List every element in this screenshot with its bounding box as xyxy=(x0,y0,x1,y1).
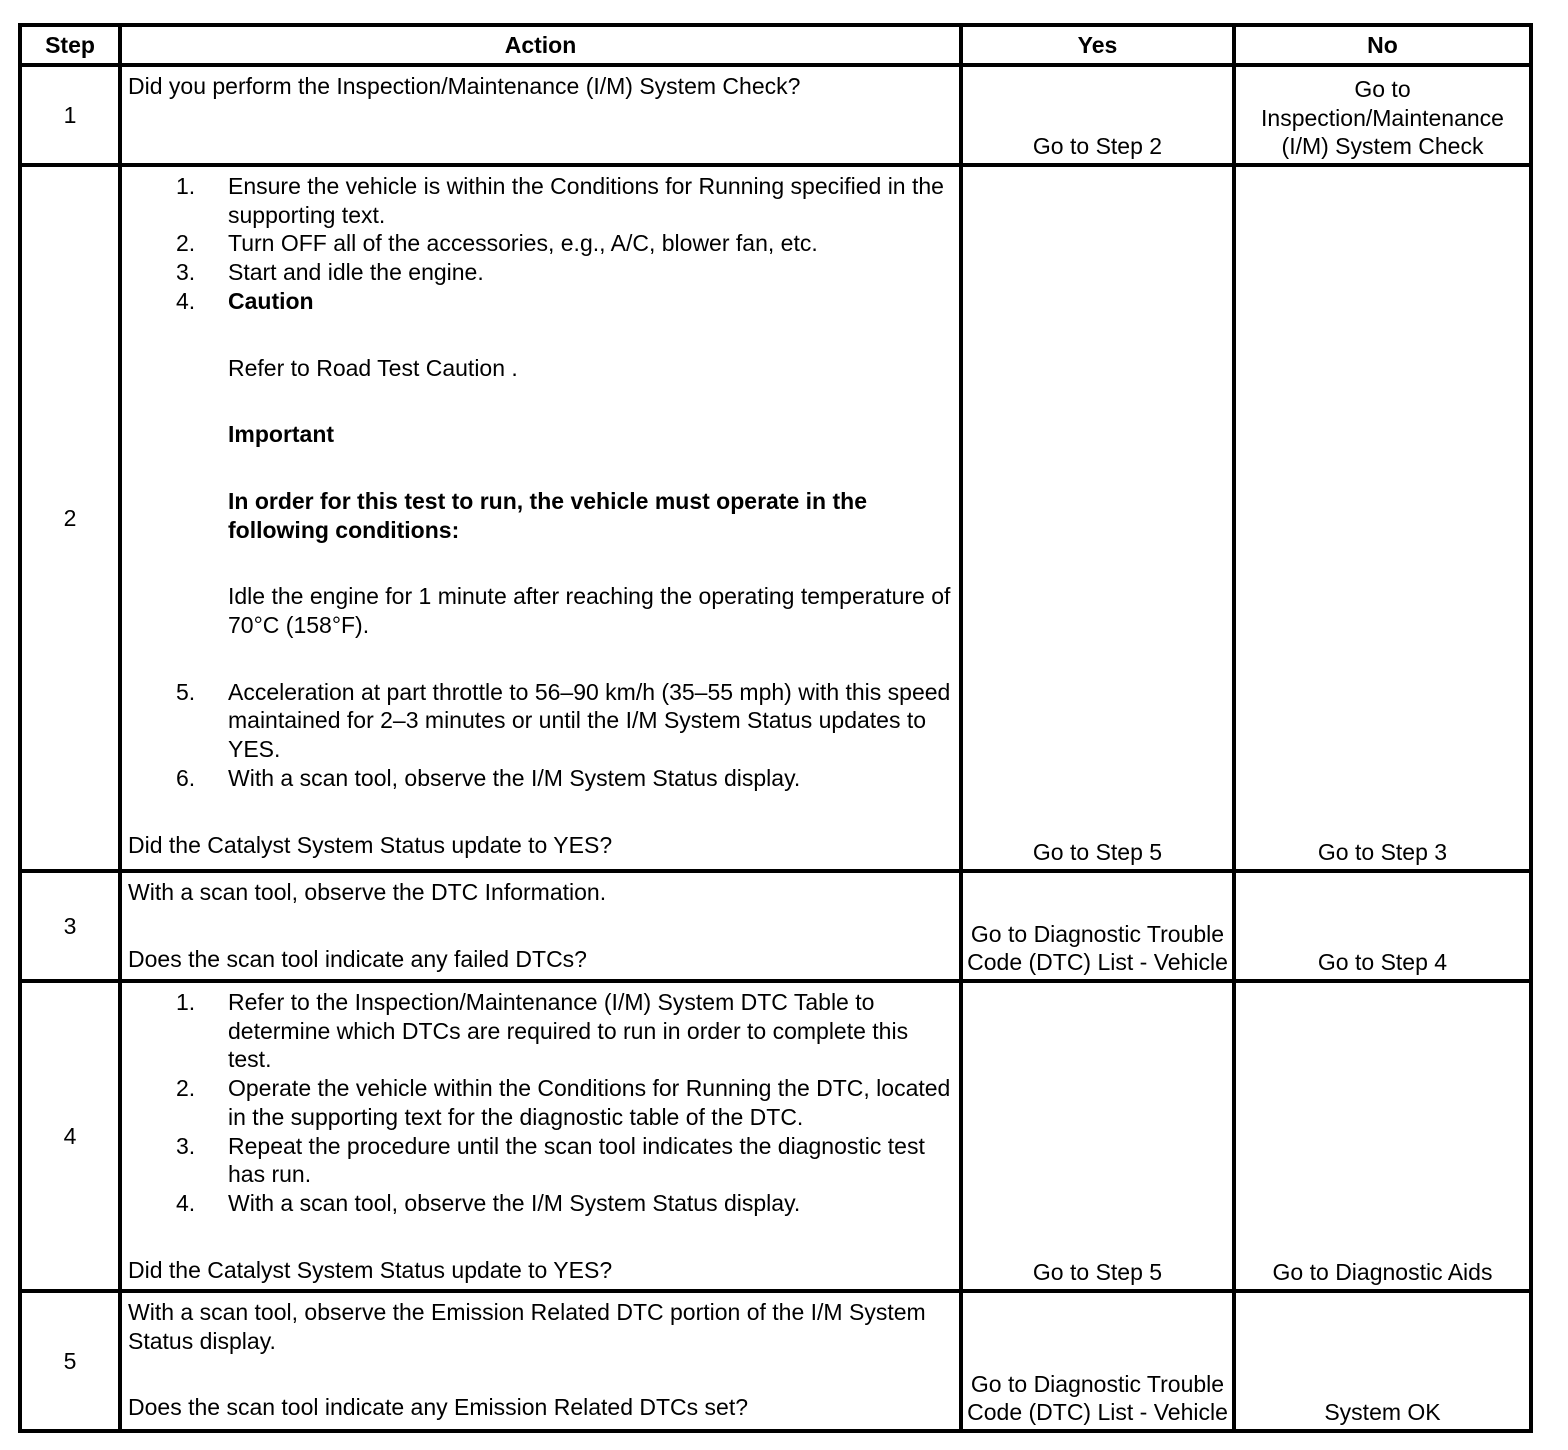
no-cell: Go to Step 3 xyxy=(1234,165,1531,871)
action-cell xyxy=(120,165,961,871)
list-item: 1. Refer to the Inspection/Maintenance (I/M) System DTC Table to determine which DTCs are required to run in order to complete this test. xyxy=(176,989,909,1073)
action-cell xyxy=(120,871,961,981)
caution-title: Caution xyxy=(228,287,314,314)
table-row-step-2 xyxy=(20,165,1531,871)
yes-cell: Go to Step 5 xyxy=(961,981,1234,1291)
table-row-step-3 xyxy=(20,871,1531,981)
table-row-step-5 xyxy=(20,1291,1531,1431)
step-number: 4 xyxy=(20,981,120,1291)
list-item: 1. Ensure the vehicle is within the Conditions for Running specified in the supporting text. xyxy=(176,173,944,228)
action-cell xyxy=(120,65,961,165)
header-yes: Yes xyxy=(961,25,1234,65)
no-cell: Go to Step 4 xyxy=(1234,871,1531,981)
list-item: 2. Operate the vehicle within the Conditions for Running the DTC, located in the supporting text for the diagnostic table of the DTC. xyxy=(176,1075,951,1130)
table-row-step-4 xyxy=(20,981,1531,1291)
important-text: In order for this test to run, the vehicle must operate in the following conditions: xyxy=(228,487,867,543)
important-title: Important xyxy=(228,421,335,448)
list-item: 4. With a scan tool, observe the I/M System Status display. xyxy=(176,1189,801,1216)
step-number: 3 xyxy=(20,871,120,981)
procedure-list xyxy=(128,988,953,1218)
caution-text: Refer to Road Test Caution . xyxy=(228,354,518,381)
no-cell: Go to Diagnostic Aids xyxy=(1234,981,1531,1291)
header-row xyxy=(20,25,1531,65)
question-text: Did the Catalyst System Status update to YES? xyxy=(128,831,613,858)
question-text: Does the scan tool indicate any failed DTCs? xyxy=(128,945,587,972)
diagnostic-table xyxy=(18,23,1533,1433)
list-item: 5. Acceleration at part throttle to 56–90 km/h (35–55 mph) with this speed maintained for 2–3 minutes or until the I/M System Status updates to YES. xyxy=(176,678,951,763)
list-item: 4. Caution Refer to Road Test Caution . Important In order for this test to run, the vehicle must operate in the following conditions: Idle the engine for 1 minute after reaching the operating temperature of 70°C (158°F). xyxy=(176,287,953,678)
step-number: 5 xyxy=(20,1291,120,1431)
action-text: With a scan tool, observe the Emission Related DTC portion of the I/M System Status display. xyxy=(128,1299,926,1354)
action-cell xyxy=(120,981,961,1291)
question-text: Did the Catalyst System Status update to YES? xyxy=(128,1256,613,1283)
step-number: 1 xyxy=(20,65,120,165)
header-no: No xyxy=(1234,25,1531,65)
header-action: Action xyxy=(120,25,961,65)
question-text: Does the scan tool indicate any Emission Related DTCs set? xyxy=(128,1394,749,1421)
list-item: 2. Turn OFF all of the accessories, e.g., A/C, blower fan, etc. xyxy=(176,230,818,257)
yes-cell: Go to Step 5 xyxy=(961,165,1234,871)
action-cell xyxy=(120,1291,961,1431)
action-text: With a scan tool, observe the DTC Information. xyxy=(128,879,607,905)
step-number: 2 xyxy=(20,165,120,871)
procedure-list xyxy=(128,172,953,793)
no-cell: Go to Inspection/Maintenance (I/M) System Check xyxy=(1234,65,1531,165)
header-step: Step xyxy=(20,25,120,65)
list-item: 3. Start and idle the engine. xyxy=(176,259,484,286)
list-item: 6. With a scan tool, observe the I/M System Status display. xyxy=(176,764,801,791)
yes-cell: Go to Step 2 xyxy=(961,65,1234,165)
no-cell: System OK xyxy=(1234,1291,1531,1431)
list-item: 3. Repeat the procedure until the scan tool indicates the diagnostic test has run. xyxy=(176,1132,925,1188)
yes-cell: Go to Diagnostic Trouble Code (DTC) List - Vehicle xyxy=(961,871,1234,981)
idle-text: Idle the engine for 1 minute after reaching the operating temperature of 70°C (158°F). xyxy=(228,583,951,639)
action-text: Did you perform the Inspection/Maintenance (I/M) System Check? xyxy=(128,73,801,99)
table-row-step-1 xyxy=(20,65,1531,165)
yes-cell: Go to Diagnostic Trouble Code (DTC) List - Vehicle xyxy=(961,1291,1234,1431)
